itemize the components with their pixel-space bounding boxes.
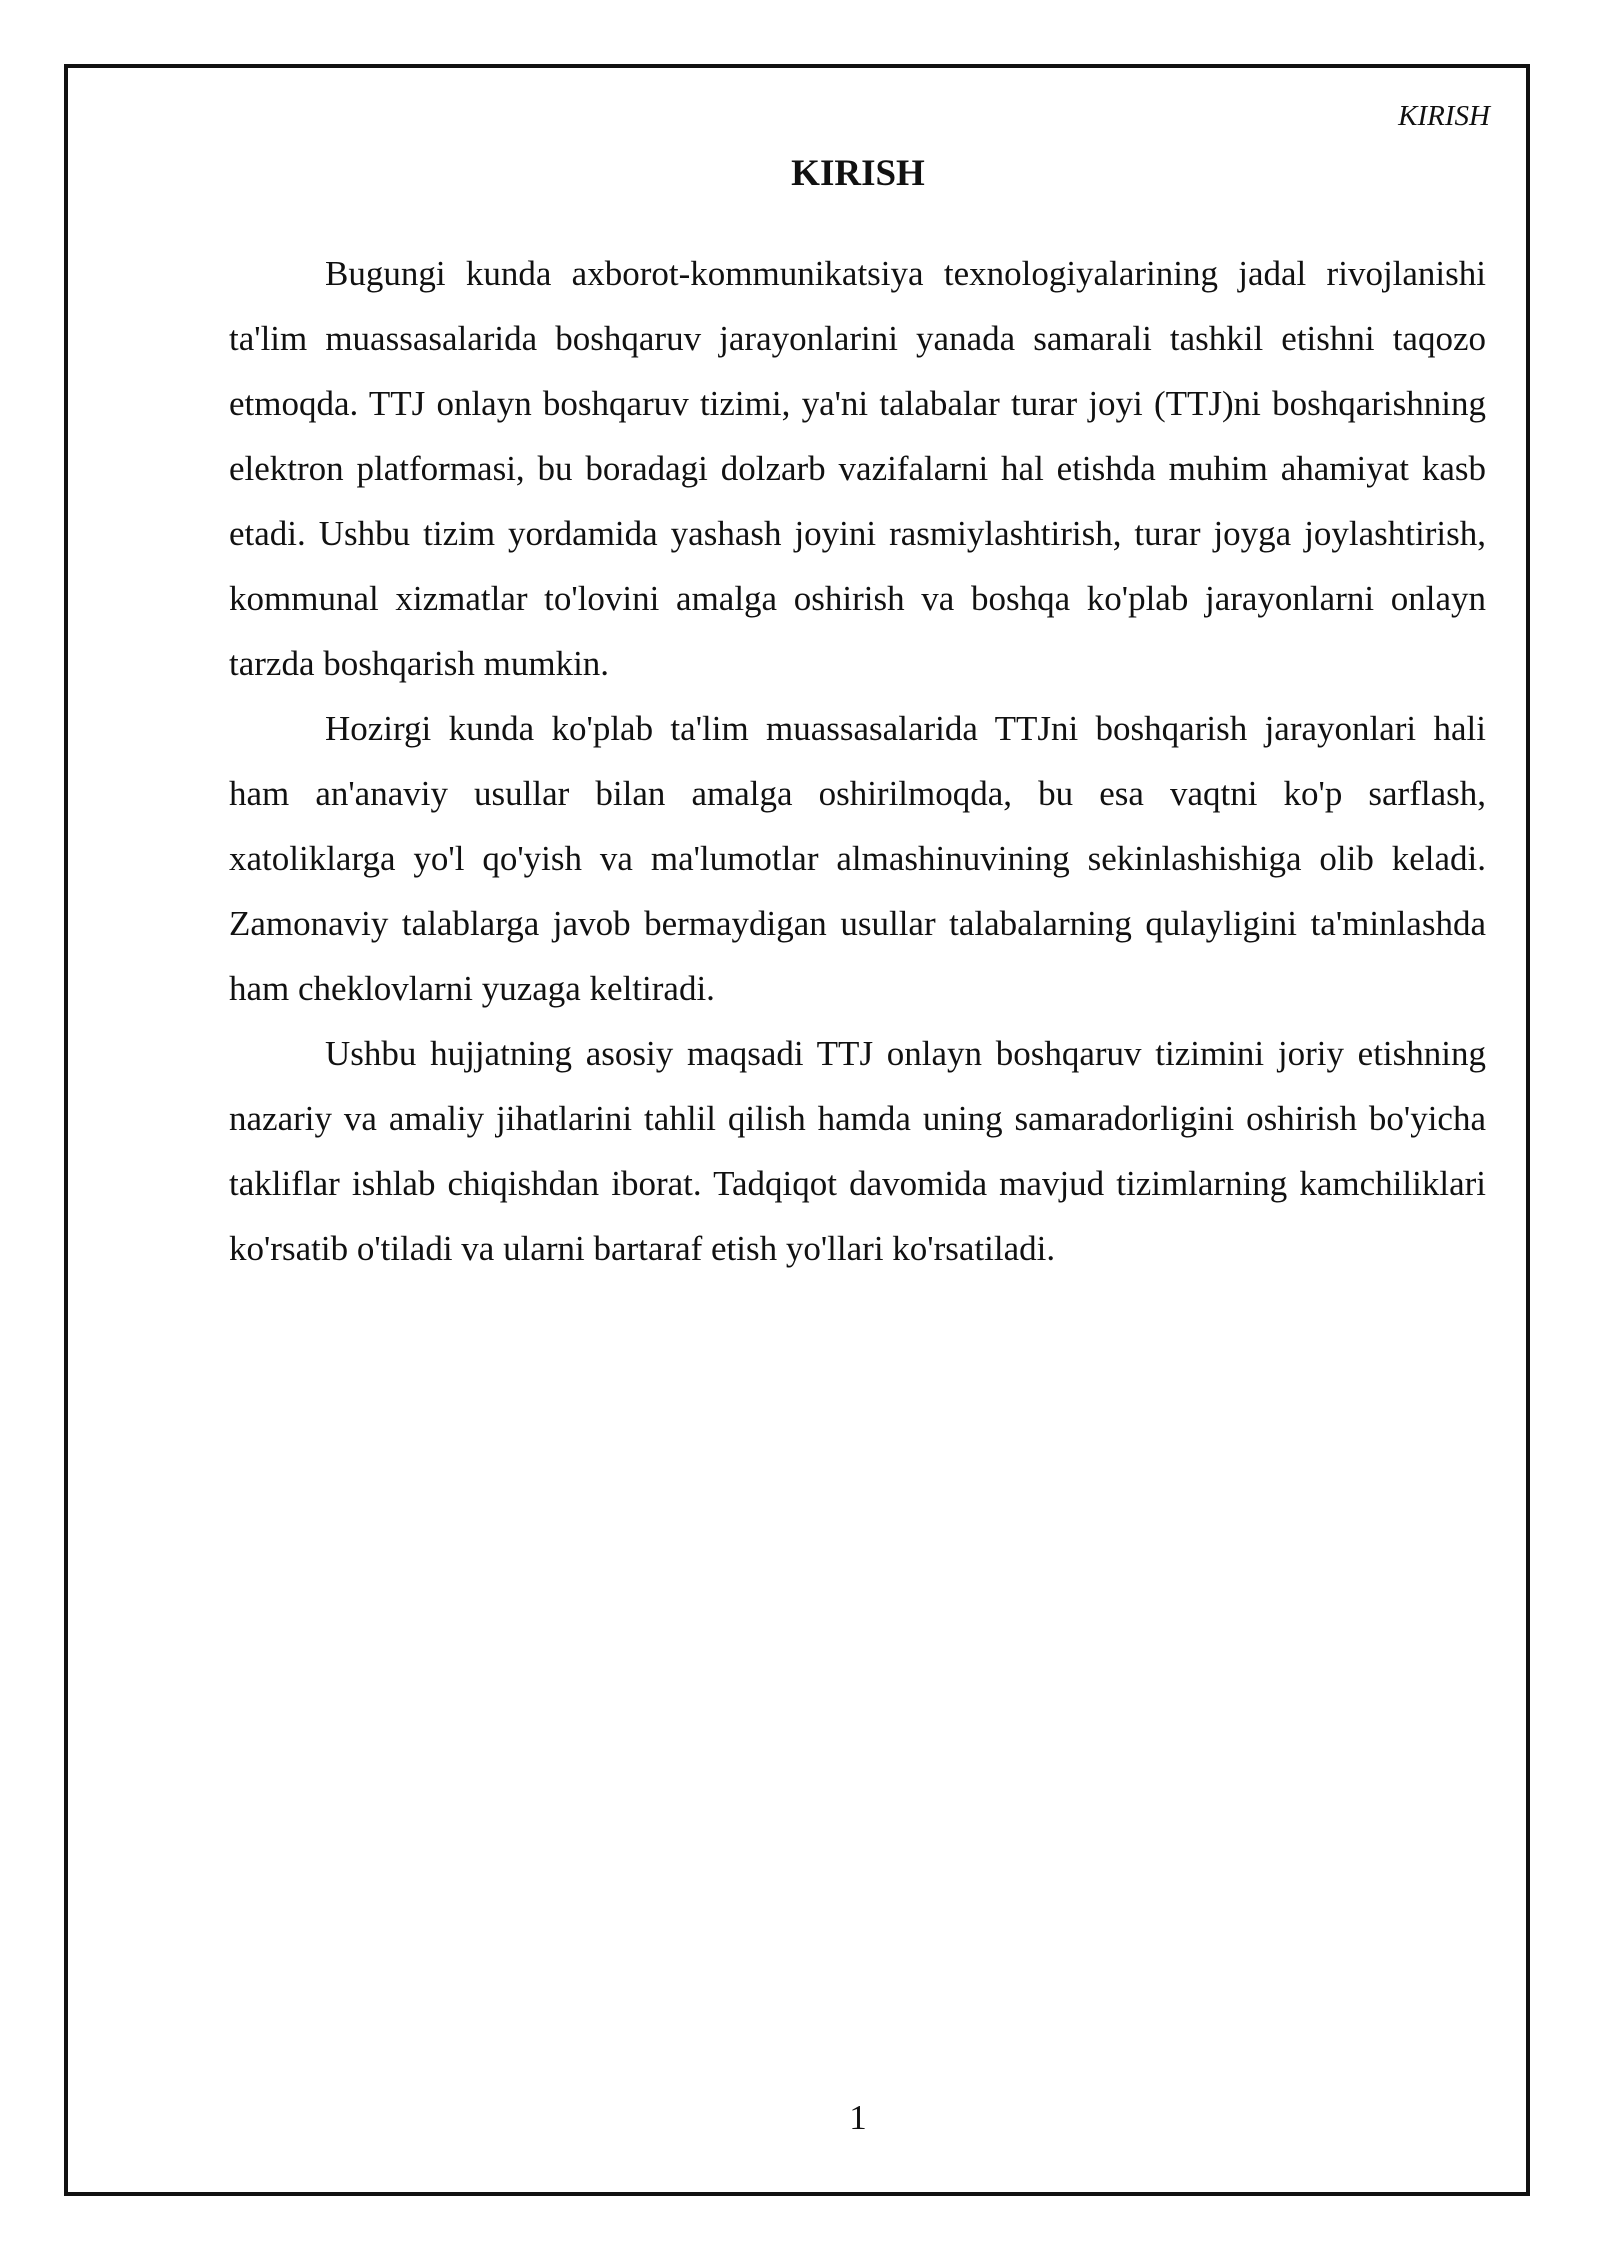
paragraph: Bugungi kunda axborot-kommunikatsiya texnologiyalarining jadal rivojlanishi ta'lim muassasalarida boshqaruv jarayonlarini yanada samarali tashkil etishni taqozo etmoqda. TTJ onlayn boshqaruv tizimi, ya'ni talabalar turar joyi (TTJ)ni boshqarishning elektron platformasi, bu boradagi dolzarb vazifalarni hal etishda muhim ahamiyat kasb etadi. Ushbu tizim yordamida yashash joyini rasmiylashtirish, turar joyga joylashtirish, kommunal xizmatlar to'lovini amalga oshirish va boshqa ko'plab jarayonlarni onlayn tarzda boshqarish mumkin. (229, 254, 1486, 683)
paragraph: Ushbu hujjatning asosiy maqsadi TTJ onlayn boshqaruv tizimini joriy etishning nazariy va amaliy jihatlarini tahlil qilish hamda uning samaradorligini oshirish bo'yicha takliflar ishlab chiqishdan iborat. Tadqiqot davomida mavjud tizimlarning kamchiliklari ko'rsatib o'tiladi va ularni bartaraf etish yo'llari ko'rsatiladi. (229, 1034, 1486, 1268)
running-header: KIRISH (1398, 100, 1490, 132)
document-title: KIRISH (791, 153, 925, 194)
paragraph: Hozirgi kunda ko'plab ta'lim muassasalarida TTJni boshqarish jarayonlari hali ham an'anaviy usullar bilan amalga oshirilmoqda, bu esa vaqtni ko'p sarflash, xatoliklarga yo'l qo'yish va ma'lumotlar almashinuvining sekinlashishiga olib keladi. Zamonaviy talablarga javob bermaydigan usullar talabalarning qulayligini ta'minlashda ham cheklovlarni yuzaga keltiradi. (229, 709, 1486, 1008)
document-body (229, 241, 1486, 1281)
page-number: 1 (849, 2098, 867, 2137)
